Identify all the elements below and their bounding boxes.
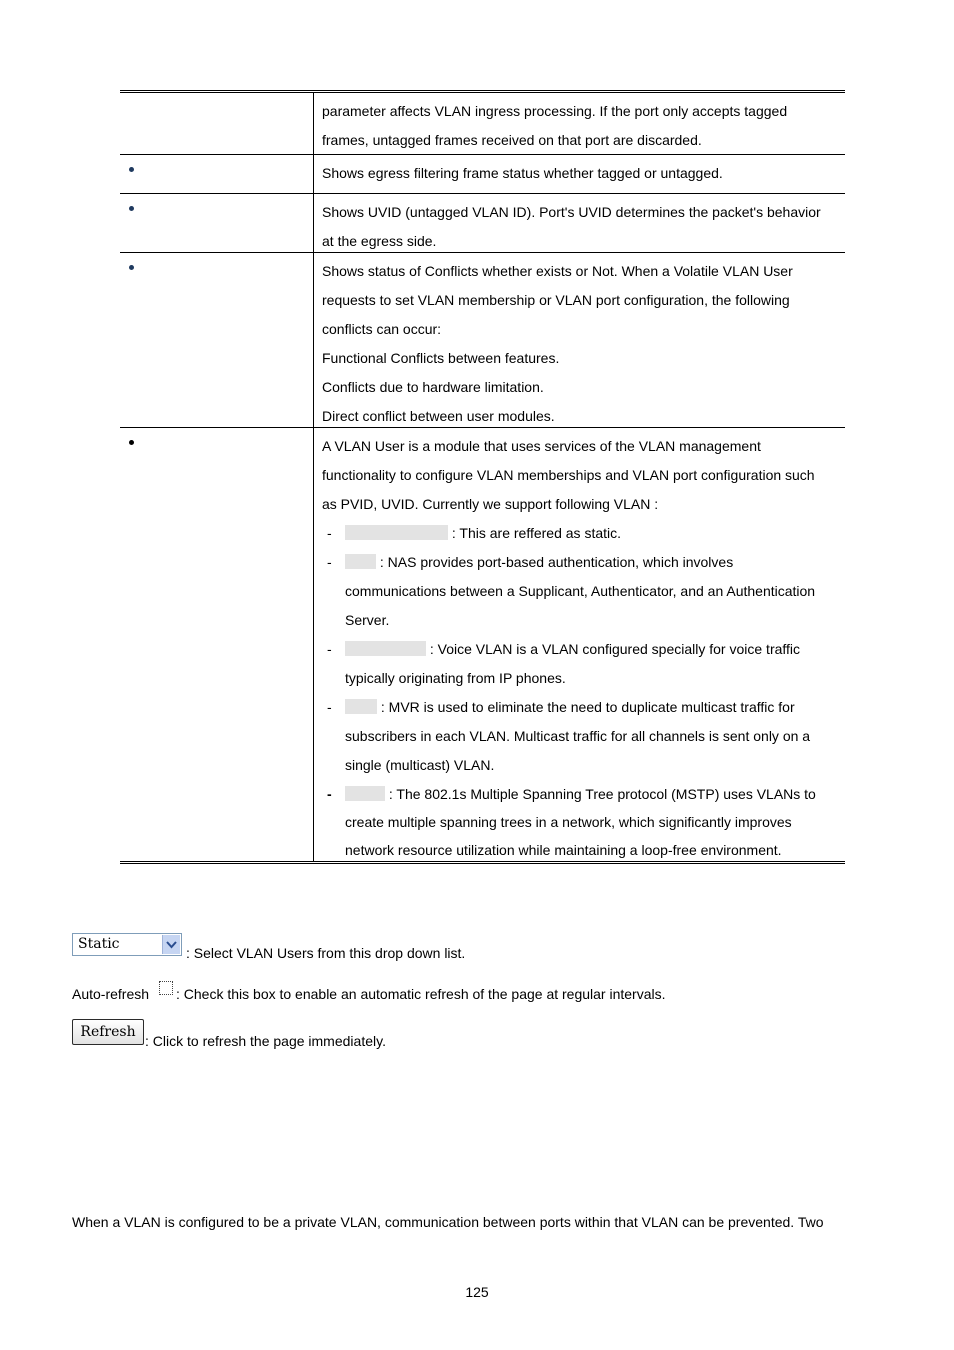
- dash-marker: -: [327, 699, 332, 715]
- bullet-icon: [129, 440, 134, 445]
- autorefresh-description: : Check this box to enable an automatic refresh of the page at regular intervals.: [176, 986, 666, 1002]
- table-row: [120, 154, 845, 193]
- desc-line: Shows egress filtering frame status whether tagged or untagged.: [322, 165, 723, 181]
- table-row: [120, 427, 845, 861]
- desc-line: parameter affects VLAN ingress processing. If the port only accepts tagged: [322, 103, 788, 119]
- table-desc-cell: [314, 194, 845, 252]
- autorefresh-label: Auto-refresh: [72, 986, 150, 1002]
- table-desc-cell: [314, 155, 845, 193]
- table-desc-cell: [314, 93, 845, 154]
- desc-line: A VLAN User is a module that uses services of the VLAN management: [322, 438, 761, 454]
- vlan-user-item: [322, 635, 837, 693]
- bullet-icon: [129, 206, 134, 211]
- autorefresh-checkbox[interactable]: [159, 981, 173, 995]
- table-label-cell: [120, 428, 314, 861]
- item-text: single (multicast) VLAN.: [345, 757, 495, 773]
- vlan-user-item: [322, 519, 837, 548]
- vlan-user-item: [322, 693, 837, 780]
- desc-line: functionality to configure VLAN memberships and VLAN port configuration such: [322, 467, 815, 483]
- dash-marker: -: [327, 525, 332, 541]
- desc-line: Functional Conflicts between features.: [322, 350, 560, 366]
- page-number: 125: [465, 1284, 489, 1300]
- redacted-term: [345, 786, 385, 801]
- vlan-user-select[interactable]: [72, 933, 182, 956]
- desc-line: frames, untagged frames received on that port are discarded.: [322, 132, 702, 148]
- table-row: [120, 93, 845, 154]
- table-label-cell: [120, 93, 314, 154]
- item-text: typically originating from IP phones.: [345, 670, 566, 686]
- item-text: subscribers in each VLAN. Multicast traffic for all channels is sent only on a: [345, 728, 811, 744]
- dash-marker: -: [327, 641, 332, 657]
- body-paragraph: When a VLAN is configured to be a private VLAN, communication between ports within that VLAN can be prevented. Two: [72, 1214, 824, 1230]
- table-row: [120, 252, 845, 427]
- item-text: communications between a Supplicant, Authenticator, and an Authentication: [345, 583, 816, 599]
- select-description: : Select VLAN Users from this drop down list.: [186, 945, 466, 961]
- dash-marker: -: [327, 554, 332, 570]
- desc-line: requests to set VLAN membership or VLAN port configuration, the following: [322, 292, 790, 308]
- table-desc-cell: [314, 253, 845, 427]
- table-desc-cell: [314, 428, 845, 861]
- desc-line: Conflicts due to hardware limitation.: [322, 379, 544, 395]
- bullet-icon: [129, 265, 134, 270]
- redacted-term: [345, 641, 426, 656]
- item-text: : Voice VLAN is a VLAN configured specially for voice traffic: [429, 641, 801, 657]
- desc-line: Shows UVID (untagged VLAN ID). Port's UVID determines the packet's behavior: [322, 204, 821, 220]
- desc-line: Direct conflict between user modules.: [322, 408, 555, 424]
- desc-line: Shows status of Conflicts whether exists or Not. When a Volatile VLAN User: [322, 263, 793, 279]
- chevron-down-icon[interactable]: [162, 935, 180, 954]
- item-text: network resource utilization while maintaining a loop-free environment.: [345, 842, 782, 858]
- refresh-button-label: Refresh: [80, 1024, 136, 1040]
- redacted-term: [345, 554, 376, 569]
- item-text: : NAS provides port-based authentication, which involves: [379, 554, 734, 570]
- desc-line: conflicts can occur:: [322, 321, 442, 337]
- bullet-icon: [129, 167, 134, 172]
- table-row: [120, 193, 845, 252]
- vlan-user-item: [322, 780, 837, 864]
- parameter-table: [120, 90, 845, 864]
- refresh-button[interactable]: [72, 1019, 144, 1045]
- item-text: Server.: [345, 612, 390, 628]
- vlan-user-item: [322, 548, 837, 635]
- item-text: : The 802.1s Multiple Spanning Tree protocol (MSTP) uses VLANs to: [388, 786, 816, 802]
- dash-marker: -: [327, 786, 332, 802]
- redacted-term: [345, 699, 377, 714]
- select-value: Static: [78, 936, 120, 952]
- desc-line: at the egress side.: [322, 233, 437, 249]
- redacted-term: [345, 525, 448, 540]
- table-label-cell: [120, 253, 314, 427]
- table-label-cell: [120, 155, 314, 193]
- table-label-cell: [120, 194, 314, 252]
- desc-line: as PVID, UVID. Currently we support following VLAN :: [322, 496, 659, 512]
- item-text: : This are reffered as static.: [451, 525, 622, 541]
- item-text: : MVR is used to eliminate the need to duplicate multicast traffic for: [380, 699, 795, 715]
- item-text: create multiple spanning trees in a network, which significantly improves: [345, 814, 792, 830]
- refresh-description: : Click to refresh the page immediately.: [145, 1033, 386, 1049]
